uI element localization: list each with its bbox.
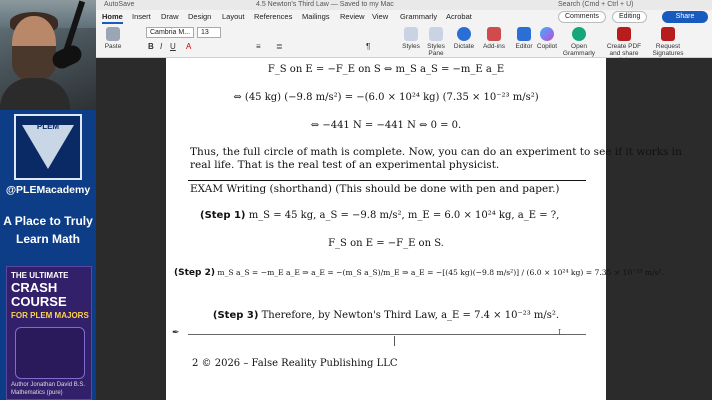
drawing-line bbox=[188, 334, 586, 335]
equation-2: ⇔ (45 kg) (−9.8 m/s²) = −(6.0 × 10²⁴ kg) (7.35 × 10⁻²³ m/s²) bbox=[233, 92, 539, 103]
tab-stop-marker bbox=[394, 336, 395, 346]
step-3-body: Therefore, by Newton's Third Law, a_E = 7.4 × 10⁻²³ m/s². bbox=[261, 310, 560, 321]
bold-button[interactable]: B bbox=[148, 42, 154, 51]
addins-label: Add-ins bbox=[482, 43, 506, 50]
create-pdf-label: Create PDF and share link bbox=[606, 43, 642, 64]
plem-logo bbox=[14, 114, 82, 180]
styles-icon bbox=[404, 27, 418, 41]
grammarly-icon bbox=[572, 27, 586, 41]
create-pdf-button[interactable] bbox=[604, 27, 644, 64]
stream-overlay bbox=[0, 0, 96, 400]
document-page[interactable] bbox=[166, 58, 682, 400]
tab-review[interactable]: Review bbox=[340, 12, 365, 21]
tab-home[interactable]: Home bbox=[102, 10, 123, 24]
tab-acrobat[interactable]: Acrobat bbox=[446, 12, 472, 21]
paste-label: Paste bbox=[104, 43, 122, 50]
font-name-select[interactable]: Cambria M... bbox=[146, 27, 194, 38]
tab-layout[interactable]: Layout bbox=[222, 12, 245, 21]
tab-draw[interactable]: Draw bbox=[161, 12, 179, 21]
book-cover bbox=[6, 266, 92, 400]
pen-cursor-icon: ✒ bbox=[172, 328, 180, 338]
font-color-button[interactable]: A bbox=[186, 42, 192, 51]
book-byline: Author Jonathan David B.S. Mathematics (pure) bbox=[11, 382, 86, 396]
title-bar bbox=[96, 0, 712, 10]
presenter-body bbox=[0, 78, 70, 110]
search-box[interactable]: Search (Cmd + Ctrl + U) bbox=[558, 1, 634, 8]
exam-heading: EXAM Writing (shorthand) (This should be done with pen and paper.) bbox=[190, 183, 560, 195]
request-signatures-button[interactable] bbox=[648, 27, 688, 57]
italic-button[interactable]: I bbox=[160, 42, 163, 51]
editor-label: Editor bbox=[515, 43, 533, 50]
share-button[interactable]: Share bbox=[662, 11, 708, 23]
comments-button[interactable]: Comments bbox=[558, 11, 606, 23]
addins-icon bbox=[487, 27, 501, 41]
font-size-select[interactable]: 13 bbox=[197, 27, 221, 38]
ribbon-toolbar bbox=[96, 24, 712, 64]
styles-button[interactable] bbox=[400, 27, 422, 50]
step-2-line bbox=[174, 268, 664, 278]
step-1-line bbox=[200, 210, 604, 221]
book-subtitle: FOR PLEM MAJORS bbox=[11, 311, 89, 320]
grammarly-label: Open Grammarly bbox=[562, 43, 596, 57]
editing-dropdown[interactable]: Editing bbox=[612, 11, 647, 23]
align-button[interactable]: ≣ bbox=[276, 42, 283, 51]
step-1-body: m_S = 45 kg, a_S = −9.8 m/s², m_E = 6.0 × 10²⁴ kg, a_E = ?, bbox=[248, 210, 560, 221]
tab-mailings[interactable]: Mailings bbox=[302, 12, 330, 21]
editor-icon bbox=[517, 27, 531, 41]
tab-design[interactable]: Design bbox=[188, 12, 212, 21]
paragraph-line-2: real life. That is the real test of an experimental physicist. bbox=[190, 159, 500, 171]
tab-grammarly[interactable]: Grammarly bbox=[400, 12, 438, 21]
text-cursor-icon: I bbox=[558, 328, 562, 337]
autosave-toggle[interactable]: AutoSave bbox=[104, 1, 135, 8]
paragraph-line-1: Thus, the full circle of math is complete. Now, you can do an experiment to see if it works in bbox=[190, 146, 682, 158]
copilot-icon bbox=[540, 27, 554, 41]
bullets-button[interactable]: ≡ bbox=[256, 42, 261, 51]
styles-label: Styles bbox=[402, 43, 420, 50]
channel-handle: @PLEMacademy bbox=[5, 184, 91, 196]
logo-triangle-icon bbox=[22, 125, 74, 169]
pdf-icon bbox=[617, 27, 631, 41]
word-window bbox=[96, 0, 712, 400]
tab-view[interactable]: View bbox=[372, 12, 389, 21]
grammarly-button[interactable] bbox=[562, 27, 596, 57]
section-rule bbox=[188, 180, 586, 181]
tab-insert[interactable]: Insert bbox=[132, 12, 151, 21]
equation-1: F_S on E = −F_E on S ⇔ m_S a_S = −m_E a_E bbox=[267, 64, 505, 75]
styles-pane-button[interactable] bbox=[424, 27, 448, 57]
step-3-line bbox=[166, 310, 606, 321]
step-3-label: (Step 3) bbox=[212, 310, 259, 321]
signatures-label: Request Signatures bbox=[652, 43, 684, 57]
logo-text: PLEM bbox=[36, 122, 60, 131]
book-kicker: THE ULTIMATE bbox=[11, 271, 69, 280]
page-footer: 2 © 2026 – False Reality Publishing LLC bbox=[192, 358, 398, 369]
dictate-label: Dictate bbox=[453, 43, 475, 50]
document-title: 4.5 Newton's Third Law — Saved to my Mac bbox=[256, 1, 394, 8]
copilot-label: Copilot bbox=[536, 43, 558, 50]
microphone-icon bbox=[457, 27, 471, 41]
pilcrow-button[interactable]: ¶ bbox=[366, 42, 371, 51]
signature-icon bbox=[661, 27, 675, 41]
equation-3: ⇔ −441 N = −441 N ⇔ 0 = 0. bbox=[310, 120, 462, 131]
copilot-button[interactable] bbox=[536, 27, 558, 50]
book-art bbox=[15, 327, 85, 379]
ribbon-tabs bbox=[96, 10, 712, 24]
editor-button[interactable] bbox=[514, 27, 534, 50]
channel-tagline: A Place to Truly Learn Math bbox=[3, 214, 93, 246]
presenter-beard bbox=[12, 46, 56, 82]
webcam-feed bbox=[0, 0, 96, 110]
step-2-body: m_S a_S = −m_E a_E ⇒ a_E = −(m_S a_S)/m_E ⇒ a_E = −[(45 kg)(−9.8 m/s²)] / (6.0 × 10²⁴ kg) = 7.35 × 10⁻²³ m/s². bbox=[217, 268, 664, 277]
book-title: CRASH COURSE bbox=[11, 280, 67, 309]
step-1-label: (Step 1) bbox=[200, 210, 246, 221]
dictate-button[interactable] bbox=[452, 27, 476, 50]
step-1-equation: F_S on E = −F_E on S. bbox=[328, 238, 444, 249]
styles-pane-label: Styles Pane bbox=[427, 43, 445, 57]
clipboard-icon bbox=[106, 27, 120, 41]
paste-button[interactable] bbox=[102, 27, 124, 50]
addins-button[interactable] bbox=[482, 27, 506, 50]
underline-button[interactable]: U bbox=[170, 42, 176, 51]
styles-pane-icon bbox=[429, 27, 443, 41]
tab-references[interactable]: References bbox=[254, 12, 293, 21]
step-2-label: (Step 2) bbox=[174, 268, 215, 278]
